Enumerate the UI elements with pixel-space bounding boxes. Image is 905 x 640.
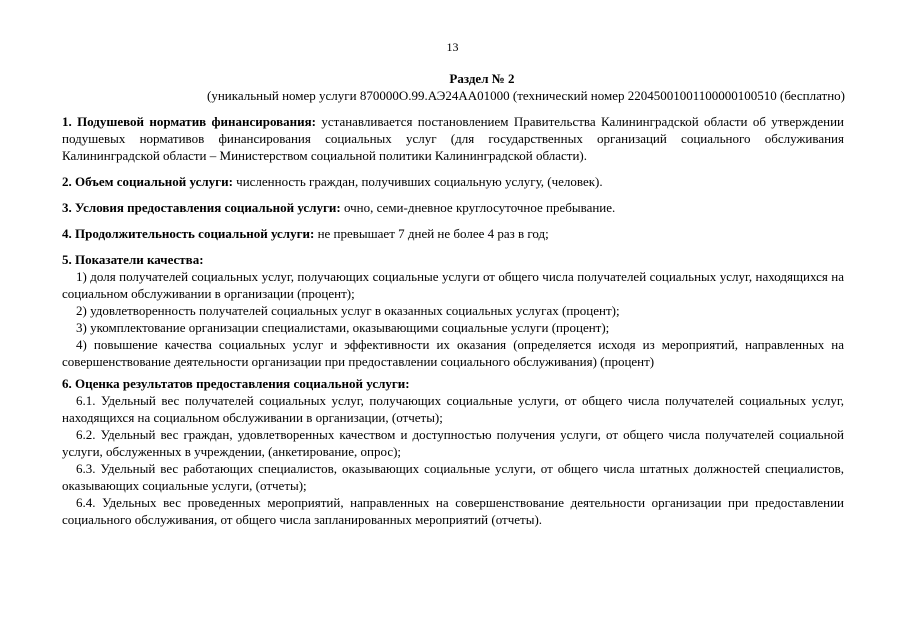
paragraph-text: не превышает 7 дней не более 4 раз в год; xyxy=(314,226,549,241)
paragraph-label: 1. Подушевой норматив финансирования: xyxy=(62,114,317,129)
paragraph-financing xyxy=(62,113,844,164)
document-body xyxy=(62,113,844,528)
list-item: 6.4. Удельных вес проведенных мероприятий, направленных на совершенствование деятельности организации при предоставлении социального обслуживания, от общего числа запланированных мероприятий (отчеты). xyxy=(62,495,844,527)
list-item: 1) доля получателей социальных услуг, получающих социальные услуги от общего числа получателей социальных услуг, находящихся на социальном обслуживании в организации (процент); xyxy=(62,269,844,301)
results-evaluation xyxy=(62,375,844,528)
list-item: 4) повышение качества социальных услуг и эффективности их оказания (определяется исходя из мероприятий, направленных на совершенствование деятельности организации при предоставлении социального обслуживания) (процент) xyxy=(62,337,844,369)
paragraph-text: очно, семи-дневное круглосуточное пребывание. xyxy=(340,200,616,215)
paragraph-duration xyxy=(62,225,844,242)
paragraph-label: 2. Объем социальной услуги: xyxy=(62,174,233,189)
paragraph-label: 3. Условия предоставления социальной услуги: xyxy=(62,200,341,215)
paragraph-text: устанавливается постановлением Правительства Калининградской области об утверждении подушевых нормативов финансирования социальных услуг (для государственных организаций социального обслуживания Калининградской области – Министерством социальной политики Калининградской области). xyxy=(62,114,844,163)
list-item: 2) удовлетворенность получателей социальных услуг в оказанных социальных услугах (процент); xyxy=(76,303,620,318)
list-item: 6.3. Удельный вес работающих специалистов, оказывающих социальные услуги, от общего числа штатных должностей специалистов, оказывающих социальные услуги, (отчеты); xyxy=(62,461,844,493)
list-item: 3) укомплектование организации специалистами, оказывающими социальные услуги (процент); xyxy=(76,320,610,335)
paragraph-conditions xyxy=(62,199,844,216)
list-item: 6.2. Удельный вес граждан, удовлетворенных качеством и доступностью получения услуги, от общего числа получателей социальной услуги, обслуженных в учреждении, (анкетирование, опрос); xyxy=(62,427,844,459)
results-title: 6. Оценка результатов предоставления социальной услуги: xyxy=(62,376,410,391)
list-item: 6.1. Удельный вес получателей социальных услуг, получающих социальные услуги, от общего числа получателей социальных услуг, находящихся на социальном обслуживании в организации, (отчеты); xyxy=(62,393,844,425)
page-number: 13 xyxy=(446,40,459,54)
paragraph-text: численность граждан, получивших социальную услугу, (человек). xyxy=(232,174,603,189)
section-title: Раздел № 2 xyxy=(449,71,515,86)
paragraph-volume xyxy=(62,173,844,190)
service-number: (уникальный номер услуги 870000О.99.АЭ24АА01000 (технический номер 22045001001100000100510 (бесплатно) xyxy=(207,88,845,103)
section-header xyxy=(62,70,845,104)
quality-title: 5. Показатели качества: xyxy=(62,252,204,267)
paragraph-label: 4. Продолжительность социальной услуги: xyxy=(62,226,315,241)
quality-indicators xyxy=(62,251,844,370)
